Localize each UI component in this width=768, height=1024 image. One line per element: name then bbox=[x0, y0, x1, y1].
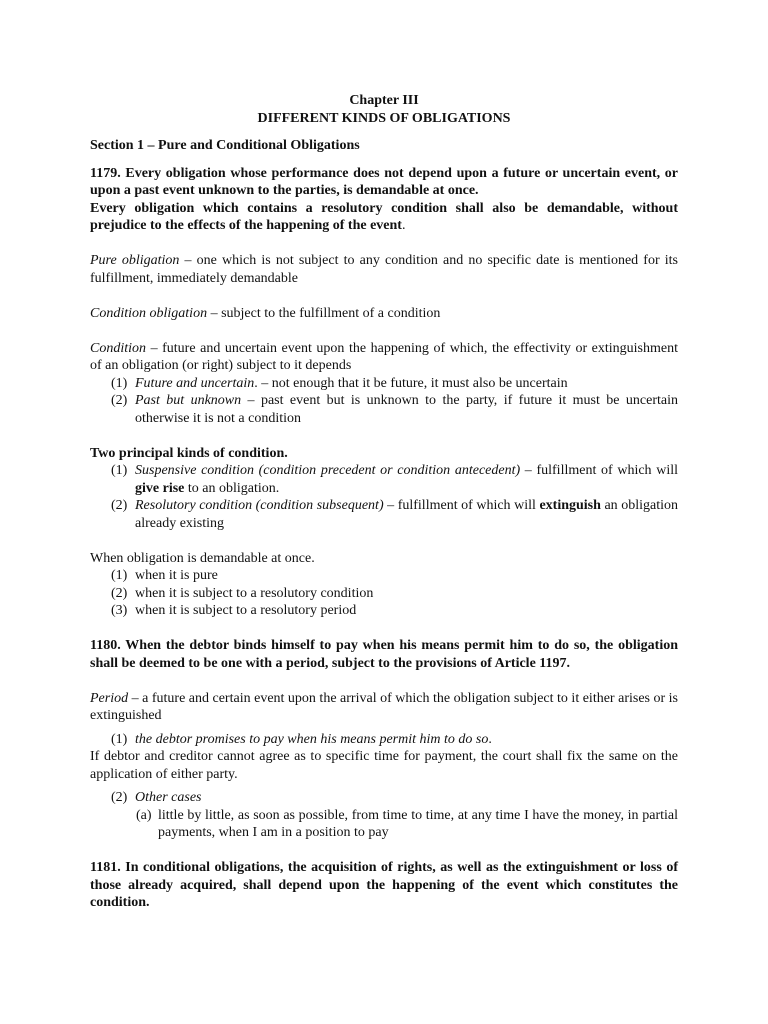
period-note: If debtor and creditor cannot agree as to specific time for payment, the court shall fix the same on the application of either party. bbox=[90, 749, 678, 782]
period-term: Period bbox=[90, 690, 129, 706]
article-1179-para2-end: . bbox=[401, 218, 406, 233]
chapter-number: Chapter III bbox=[349, 93, 419, 108]
pure-obligation-def bbox=[90, 252, 678, 287]
period-text: – a future and certain event upon the arrival of which the obligation subject to it either arises or is extinguished bbox=[90, 690, 678, 723]
list-item bbox=[90, 731, 678, 749]
demandable-heading: When obligation is demandable at once. bbox=[90, 550, 315, 566]
list-item bbox=[90, 585, 678, 603]
article-1180: 1180. When the debtor binds himself to pay when his means permit him to do so, the obligation shall be deemed to be one with a period, subject to the provisions of Article 1197. bbox=[90, 638, 678, 671]
list-text: when it is pure bbox=[135, 568, 218, 583]
list-text: – fulfillment of which will bbox=[520, 463, 678, 478]
list-number: (1) bbox=[111, 375, 128, 391]
list-text: Other cases bbox=[135, 790, 202, 805]
list-item bbox=[90, 462, 678, 497]
list-term: Future and uncertain bbox=[135, 375, 255, 391]
pure-obligation-text: – one which is not subject to any condition and no specific date is mentioned for its fulfillment, immediately demandable bbox=[90, 253, 678, 286]
chapter-title: DIFFERENT KINDS OF OBLIGATIONS bbox=[257, 110, 511, 126]
list-text: – fulfillment of which will bbox=[383, 498, 540, 513]
list-text-end: an obligation already existing bbox=[135, 498, 678, 531]
list-term: Past but unknown bbox=[135, 393, 242, 408]
list-text: the debtor promises to pay when his means permit him to do so bbox=[135, 731, 489, 747]
list-number: (2) bbox=[111, 585, 128, 601]
list-item bbox=[90, 497, 678, 532]
condition-obligation-def bbox=[90, 305, 678, 323]
list-item bbox=[90, 375, 678, 393]
list-number: (2) bbox=[111, 790, 128, 805]
list-number: (1) bbox=[111, 731, 128, 747]
condition-def bbox=[90, 340, 678, 375]
period-sublist bbox=[90, 807, 678, 842]
list-text: – past event but is unknown to the party, if future it must be uncertain otherwise it is not a condition bbox=[135, 393, 678, 426]
list-text: . – not enough that it be future, it must also be uncertain bbox=[254, 375, 568, 391]
list-number: (2) bbox=[111, 393, 128, 408]
list-item bbox=[90, 602, 678, 620]
list-number: (a) bbox=[136, 807, 152, 823]
period-list-1 bbox=[90, 731, 678, 749]
list-text-end: . bbox=[488, 731, 492, 747]
list-item bbox=[90, 807, 678, 842]
list-strong: give rise bbox=[135, 480, 185, 496]
demandable-list bbox=[90, 567, 678, 620]
section-heading: Section 1 – Pure and Conditional Obligations bbox=[90, 138, 360, 153]
list-strong: extinguish bbox=[539, 498, 601, 513]
list-item bbox=[90, 392, 678, 427]
period-def bbox=[90, 690, 678, 725]
list-number: (1) bbox=[111, 463, 128, 478]
list-item bbox=[90, 789, 678, 807]
condition-obligation-text: – subject to the fulfillment of a condition bbox=[207, 305, 441, 321]
list-number: (3) bbox=[111, 603, 128, 618]
kinds-heading: Two principal kinds of condition. bbox=[90, 445, 288, 461]
condition-list bbox=[90, 375, 678, 428]
condition-term: Condition bbox=[90, 340, 147, 356]
article-1181: 1181. In conditional obligations, the acquisition of rights, as well as the extinguishment or loss of those already acquired, shall depend upon the happening of the event which constitutes the condition. bbox=[90, 860, 678, 910]
article-1179-para2-text: Every obligation which contains a resolutory condition shall also be demandable, without prejudice to the effects of the happening of the event bbox=[90, 200, 678, 233]
article-1179-para1: 1179. Every obligation whose performance does not depend upon a future or uncertain event, or upon a past event unknown to the parties, is demandable at once. bbox=[90, 165, 678, 198]
list-text-end: to an obligation. bbox=[184, 480, 280, 496]
list-text: when it is subject to a resolutory condition bbox=[135, 585, 374, 601]
list-term: Resolutory condition (condition subsequent) bbox=[135, 498, 384, 513]
list-term: Suspensive condition (condition precedent or condition antecedent) bbox=[135, 463, 521, 478]
condition-text: – future and uncertain event upon the happening of which, the effectivity or extinguishment of an obligation (or right) subject to it depends bbox=[90, 340, 678, 373]
list-text: little by little, as soon as possible, from time to time, at any time I have the money, in partial payments, when I am in a position to pay bbox=[158, 807, 678, 840]
pure-obligation-term: Pure obligation bbox=[90, 253, 180, 268]
condition-obligation-term: Condition obligation bbox=[90, 305, 208, 321]
list-text: when it is subject to a resolutory period bbox=[135, 603, 357, 618]
period-list-2 bbox=[90, 789, 678, 807]
list-number: (1) bbox=[111, 568, 128, 583]
list-item bbox=[90, 567, 678, 585]
article-1179-para2 bbox=[90, 200, 678, 235]
list-number: (2) bbox=[111, 498, 128, 513]
kinds-list bbox=[90, 462, 678, 532]
